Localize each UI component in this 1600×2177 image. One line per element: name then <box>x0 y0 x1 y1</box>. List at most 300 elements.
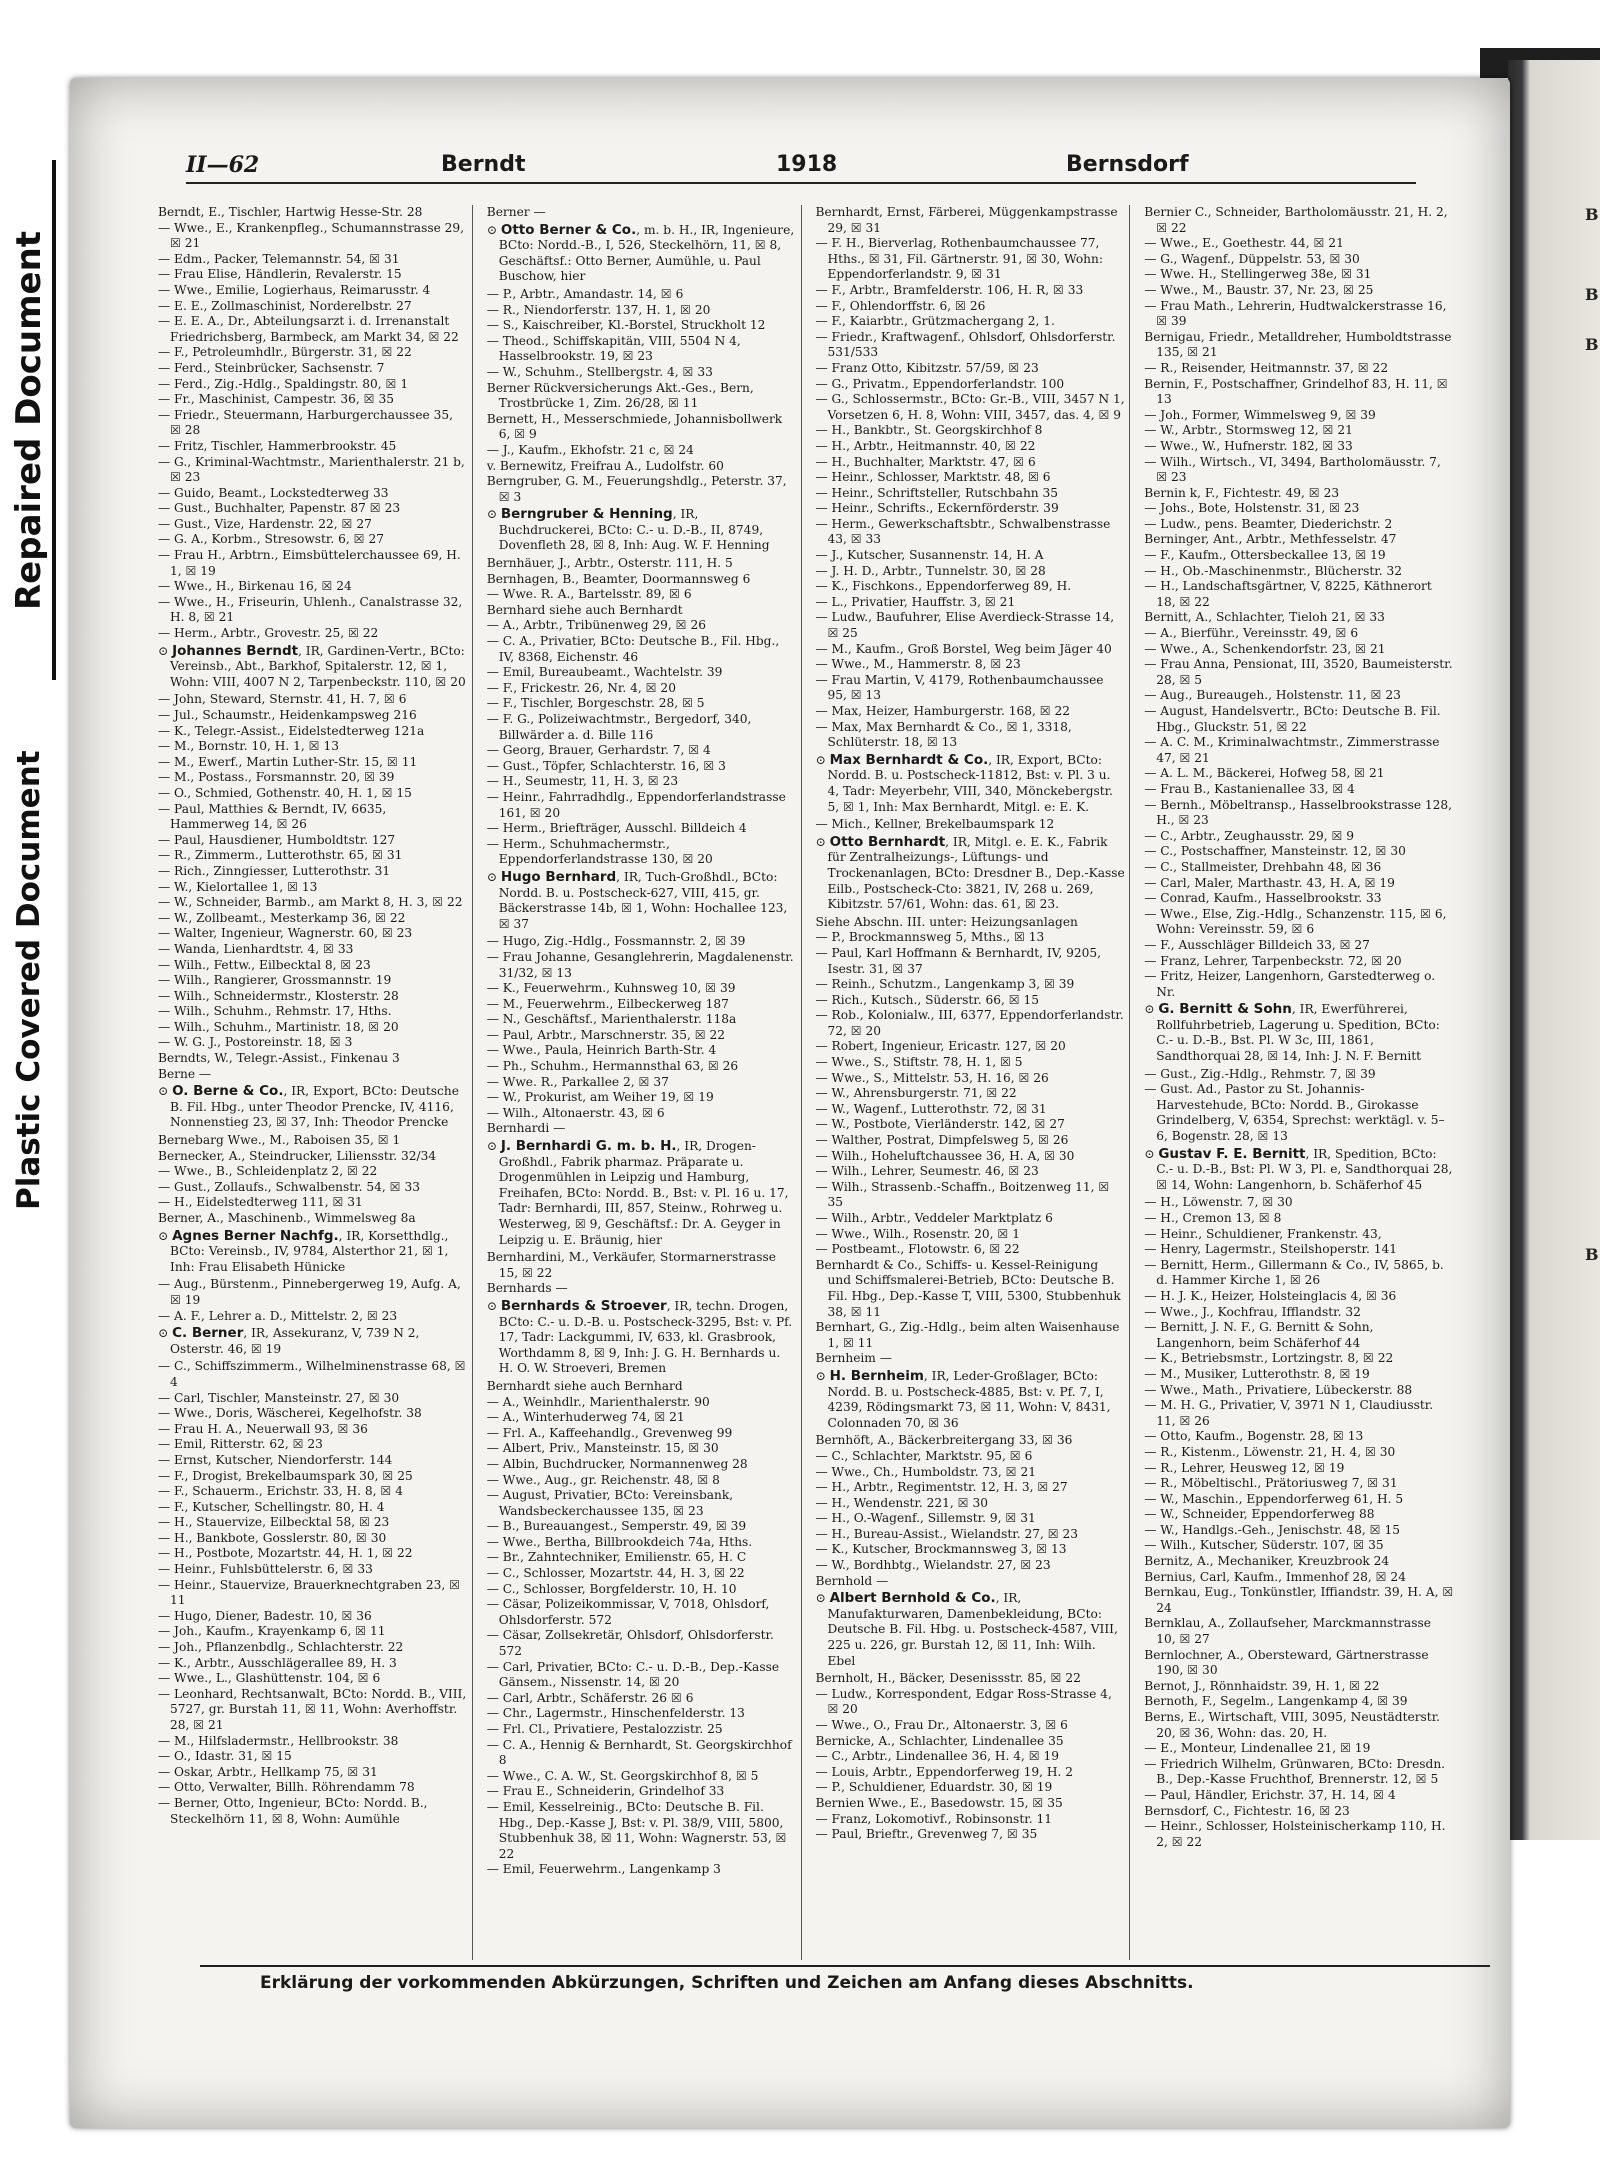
directory-entry: — Frau B., Kastanienallee 33, ☒ 4 <box>1144 781 1355 796</box>
column-4 <box>1144 205 1458 1960</box>
directory-entry: — H., Ob.-Maschinenmstr., Blücherstr. 32 <box>1144 563 1402 578</box>
directory-entry: — Carl, Arbtr., Schäferstr. 26 ☒ 6 <box>486 1690 694 1705</box>
directory-entry: — Wwe., C. A. W., St. Georgskirchhof 8, ☒ 5 <box>486 1768 759 1783</box>
directory-entry: — Rich., Zinngiesser, Lutterothstr. 31 <box>158 863 391 878</box>
directory-entry: — G., Wagenf., Düppelstr. 53, ☒ 30 <box>1144 251 1360 266</box>
directory-entry: ⊙ G. Bernitt & Sohn, IR, Ewerführerei, Rollfuhrbetrieb, Lagerung u. Spedition, BCto: C.- u. D.-B., Bst. Pl. W 3c, III, 1861, Sandthorquai 28, ☒ 14, Inh: J. N. F. Bernitt <box>1144 1001 1440 1064</box>
directory-entry: Bernot, J., Rönnhaidstr. 39, H. 1, ☒ 22 <box>1144 1678 1380 1693</box>
directory-entry: — M., Bornstr. 10, H. 1, ☒ 13 <box>158 739 339 754</box>
directory-entry: — Wilh., Kutscher, Süderstr. 107, ☒ 35 <box>1144 1538 1384 1553</box>
directory-entry: — H., Löwenstr. 7, ☒ 30 <box>1144 1195 1293 1210</box>
directory-entry: Bernholt, H., Bäcker, Desenissstr. 85, ☒ 22 <box>815 1671 1081 1686</box>
directory-entry: — Heinr., Schlosser, Marktstr. 48, ☒ 6 <box>815 470 1051 485</box>
directory-entry: — K., Telegr.-Assist., Eidelstedterweg 121a <box>158 723 425 738</box>
directory-entry: — Ferd., Zig.-Hdlg., Spaldingstr. 80, ☒ 1 <box>158 376 409 391</box>
directory-entry: — R., Zimmerm., Lutterothstr. 65, ☒ 31 <box>158 848 403 863</box>
directory-entry: — F., Frickestr. 26, Nr. 4, ☒ 20 <box>486 680 676 695</box>
directory-entry: — E. E., Zollmaschinist, Norderelbstr. 27 <box>158 298 412 313</box>
directory-entry: ⊙ Agnes Berner Nachfg., IR, Korsetthdlg., BCto: Vereinsb., IV, 9784, Alsterthor 21, ☒ 1, Inh: Frau Elisabeth Hünicke <box>158 1227 449 1274</box>
directory-entry: — C., Schlosser, Mozartstr. 44, H. 3, ☒ 22 <box>486 1566 745 1581</box>
directory-entry: — Paul, Arbtr., Marschnerstr. 35, ☒ 22 <box>486 1027 725 1042</box>
directory-entry: — Mich., Kellner, Brekelbaumspark 12 <box>815 817 1055 832</box>
directory-entry: — Postbeamt., Flotowstr. 6, ☒ 22 <box>815 1242 1020 1257</box>
directory-entry: — H., Bankbote, Gosslerstr. 80, ☒ 30 <box>158 1530 387 1545</box>
directory-entry: Berngruber, G. M., Feuerungshdlg., Peterstr. 37, ☒ 3 <box>486 474 787 504</box>
directory-entry: Bernin k, F., Fichtestr. 49, ☒ 23 <box>1144 485 1340 500</box>
page-number: II—62 <box>186 152 260 178</box>
directory-entry: ⊙ O. Berne & Co., IR, Export, BCto: Deutsche B. Fil. Hbg., unter Theodor Prencke, IV, 4116, Nonnenstieg 23, ☒ 37, Inh: Theodor Prencke <box>158 1083 459 1130</box>
directory-entry: — Fritz, Heizer, Langenhorn, Garstedterweg o. Nr. <box>1144 969 1436 999</box>
directory-entry: Berner Rückversicherungs Akt.-Ges., Bern, Trostbrücke 1, Zim. 26/28, ☒ 11 <box>486 380 754 411</box>
directory-entry: — Heinr., Schriftsteller, Rutschbahn 35 <box>815 485 1059 500</box>
directory-entry: Siehe Abschn. III. unter: Heizungsanlagen <box>815 914 1078 929</box>
directory-entry: — Frl. Cl., Privatiere, Pestalozzistr. 25 <box>486 1722 723 1736</box>
directory-entry: Bernhagen, B., Beamter, Doormannsweg 6 <box>486 571 751 586</box>
directory-entry: — Carl, Maler, Marthastr. 43, H. A, ☒ 19 <box>1144 875 1395 890</box>
directory-entry: — W., Schuhm., Stellbergstr. 4, ☒ 33 <box>486 364 713 379</box>
directory-entry: — Max, Heizer, Hamburgerstr. 168, ☒ 22 <box>815 704 1071 718</box>
directory-entry: — Friedrich Wilhelm, Grünwaren, BCto: Dresdn. B., Dep.-Kasse Fruchthof, Brennerstr. 12, ☒ 5 <box>1144 1756 1446 1787</box>
directory-entry: — W., Handlgs.-Geh., Jenischstr. 48, ☒ 15 <box>1144 1522 1400 1537</box>
directory-entry: — Emil, Ritterstr. 62, ☒ 23 <box>158 1437 323 1452</box>
directory-entry: Berne — <box>158 1066 212 1081</box>
page-header <box>186 152 1416 184</box>
adjacent-page-letter: B <box>1585 335 1599 354</box>
directory-entry: Bernhardini, M., Verkäufer, Stormarnerstrasse 15, ☒ 22 <box>486 1250 776 1280</box>
directory-entry: — Aug., Bürstenm., Pinnebergerweg 19, Aufg. A, ☒ 19 <box>158 1277 461 1307</box>
directory-entry: — Reinh., Schutzm., Langenkamp 3, ☒ 39 <box>815 977 1075 992</box>
directory-entry: — Gust. Ad., Pastor zu St. Johannis-Harvestehude, BCto: Nordd. B., Girokasse Grindelberg, V, 6354, Sprechst: werktägl. v. 5–6, Bogenstr. 28, ☒ 13 <box>1144 1082 1445 1144</box>
directory-entry: — Herm., Schuhmachermstr., Eppendorferlandstrasse 130, ☒ 20 <box>486 836 713 867</box>
directory-entry: — Wilh., Strassenb.-Schaffn., Boitzenweg 11, ☒ 35 <box>815 1179 1110 1210</box>
directory-entry: — H., Wendenstr. 221, ☒ 30 <box>815 1495 988 1510</box>
directory-entry: — Wwe., M., Hammerstr. 8, ☒ 23 <box>815 657 1021 672</box>
directory-entry: — P., Schuldiener, Eduardstr. 30, ☒ 19 <box>815 1780 1053 1795</box>
adjacent-page-letter: B <box>1585 205 1599 224</box>
directory-entry: — Ph., Schuhm., Hermannsthal 63, ☒ 26 <box>486 1059 739 1074</box>
directory-entry: — Gust., Buchhalter, Papenstr. 87 ☒ 23 <box>158 501 401 516</box>
directory-entry: — Franz Otto, Kibitzstr. 57/59, ☒ 23 <box>815 360 1039 375</box>
directory-entry: — Friedr., Kraftwagenf., Ohlsdorf, Ohlsdorferstr. 531/533 <box>815 329 1116 360</box>
directory-entry: — Wwe., Wilh., Rosenstr. 20, ☒ 1 <box>815 1226 1020 1241</box>
directory-entry: Bernhart, G., Zig.-Hdlg., beim alten Waisenhause 1, ☒ 11 <box>815 1320 1120 1350</box>
directory-entry: — Otto, Kaufm., Bogenstr. 28, ☒ 13 <box>1144 1429 1364 1444</box>
directory-entry: — S., Kaischreiber, Kl.-Borstel, Struckholt 12 <box>486 318 766 333</box>
directory-entry: Bernhardt, Ernst, Färberei, Müggenkampstrasse 29, ☒ 31 <box>815 205 1118 235</box>
directory-entry: — J. H. D., Arbtr., Tunnelstr. 30, ☒ 28 <box>815 563 1046 578</box>
directory-entry: Bernebarg Wwe., M., Raboisen 35, ☒ 1 <box>158 1133 401 1148</box>
directory-entry: Bernicke, A., Schlachter, Lindenallee 35 <box>815 1733 1064 1748</box>
directory-entry: — Heinr., Fahrradhdlg., Eppendorferlandstrasse 161, ☒ 20 <box>486 789 786 820</box>
directory-entry: — Joh., Former, Wimmelsweg 9, ☒ 39 <box>1144 407 1376 422</box>
directory-entry: — H., Bureau-Assist., Wielandstr. 27, ☒ 23 <box>815 1526 1079 1541</box>
directory-entry: Bernigau, Friedr., Metalldreher, Humboldtstrasse 135, ☒ 21 <box>1144 329 1452 360</box>
directory-entry: — Br., Zahntechniker, Emilienstr. 65, H. C <box>486 1550 747 1565</box>
directory-entry: — Heinr., Schuldiener, Frankenstr. 43, <box>1144 1226 1382 1241</box>
directory-entry: — J., Kutscher, Susannenstr. 14, H. A <box>815 548 1044 563</box>
directory-entry: — R., Reisender, Heitmannstr. 37, ☒ 22 <box>1144 360 1389 375</box>
directory-entry: Bernhardi — <box>486 1121 566 1136</box>
directory-entry: — Oskar, Arbtr., Hellkamp 75, ☒ 31 <box>158 1764 378 1779</box>
directory-entry: — Frau Martin, V, 4179, Rothenbaumchaussee 95, ☒ 13 <box>815 672 1104 703</box>
directory-entry: — Wilh., Schuhm., Rehmstr. 17, Hths. <box>158 1004 392 1019</box>
directory-entry: — Herm., Arbtr., Grovestr. 25, ☒ 22 <box>158 626 379 641</box>
directory-entry: Berner — <box>486 205 546 219</box>
directory-entry: — Friedr., Steuermann, Harburgerchaussee 35, ☒ 28 <box>158 407 453 438</box>
directory-entry: — Leonhard, Rechtsanwalt, BCto: Nordd. B., VIII, 5727, gr. Burstah 11, ☒ 11, Wohn: Averhoffstr. 28, ☒ 21 <box>158 1686 467 1732</box>
directory-entry: Bernien Wwe., E., Basedowstr. 15, ☒ 35 <box>815 1795 1063 1810</box>
directory-entry: — Frau Elise, Händlerin, Revalerstr. 15 <box>158 267 402 282</box>
directory-entry: — Paul, Matthies & Berndt, IV, 6635, Hammerweg 14, ☒ 26 <box>158 801 387 832</box>
directory-entry: — E., Monteur, Lindenallee 21, ☒ 19 <box>1144 1741 1371 1756</box>
directory-entry: — A., Weinhdlr., Marienthalerstr. 90 <box>486 1394 710 1409</box>
directory-entry: — C., Stallmeister, Drehbahn 48, ☒ 36 <box>1144 859 1382 874</box>
directory-entry: Bernhard siehe auch Bernhardt <box>486 602 683 617</box>
directory-entry: — F., Schauerm., Erichstr. 33, H. 8, ☒ 4 <box>158 1484 403 1499</box>
directory-entry: — W., Postbote, Vierländerstr. 142, ☒ 27 <box>815 1117 1065 1132</box>
directory-entry: — F., Kaufm., Ottersbeckallee 13, ☒ 19 <box>1144 548 1386 563</box>
directory-entry: — Ludw., Baufuhrer, Elise Averdieck-Strasse 14, ☒ 25 <box>815 610 1115 641</box>
directory-entry: — G. A., Korbm., Stresowstr. 6, ☒ 27 <box>158 532 384 547</box>
directory-entry: Bernhold — <box>815 1573 889 1588</box>
directory-entry: Berndt, E., Tischler, Hartwig Hesse-Str. 28 <box>158 205 423 219</box>
directory-entry: — Wanda, Lienhardtstr. 4, ☒ 33 <box>158 941 354 956</box>
directory-entry: — Fr., Maschinist, Campestr. 36, ☒ 35 <box>158 392 394 407</box>
column-1 <box>158 205 473 1960</box>
directory-entry: ⊙ Bernhards & Stroever, IR, techn. Drogen, BCto: C.- u. D.-B. u. Postscheck-3295, Bst: v. Pf. 17, Tadr: Lackgummi, IV, 633, kl. Grasbrook, Worthdamm 8, ☒ 9, Inh: J. G. H. Bernhards u. H. O. W. Stroeveri, Bremen <box>486 1297 793 1376</box>
directory-entry: — C. A., Hennig & Bernhardt, St. Georgskirchhof 8 <box>486 1737 792 1768</box>
directory-entry: — Paul, Karl Hoffmann & Bernhardt, IV, 9205, Isestr. 31, ☒ 37 <box>815 945 1102 976</box>
directory-entry: Bernitz, A., Mechaniker, Kreuzbrook 24 <box>1144 1554 1390 1569</box>
directory-entry: — Wwe., E., Krankenpfleg., Schumannstrasse 29, ☒ 21 <box>158 220 465 251</box>
directory-entry: — Wwe., L., Glashüttenstr. 104, ☒ 6 <box>158 1671 381 1686</box>
directory-entry: — Wwe., Math., Privatiere, Lübeckerstr. 88 <box>1144 1382 1413 1397</box>
directory-entry: — N., Geschäftsf., Marienthalerstr. 118a <box>486 1012 737 1027</box>
directory-entry: — C., Postschaffner, Mansteinstr. 12, ☒ 30 <box>1144 844 1406 859</box>
directory-entry: — W., Zollbeamt., Mesterkamp 36, ☒ 22 <box>158 910 406 925</box>
directory-entry: — Wwe., H., Friseurin, Uhlenh., Canalstrasse 32, H. 8, ☒ 21 <box>158 594 463 625</box>
directory-entry: — M., Feuerwehrm., Eilbeckerweg 187 <box>486 996 729 1011</box>
directory-entry: — Rob., Kolonialw., III, 6377, Eppendorferlandstr. 72, ☒ 20 <box>815 1008 1124 1038</box>
directory-entry: — Wilh., Lehrer, Seumestr. 46, ☒ 23 <box>815 1164 1039 1179</box>
directory-entry: Bernhardt & Co., Schiffs- u. Kessel-Reinigung und Schiffsmalerei-Betrieb, BCto: Deutsche B. Fil. Hbg., Dep.-Kasse T, VIII, 5300, Stubbenhuk 38, ☒ 11 <box>815 1257 1121 1319</box>
directory-entry: — Wwe. R., Parkallee 2, ☒ 37 <box>486 1074 669 1089</box>
directory-entry: — Gust., Zig.-Hdlg., Rehmstr. 7, ☒ 39 <box>1144 1066 1376 1081</box>
directory-entry: — H., Cremon 13, ☒ 8 <box>1144 1211 1282 1225</box>
directory-entry: — C. A., Privatier, BCto: Deutsche B., Fil. Hbg., IV, 8368, Eichenstr. 46 <box>486 634 780 664</box>
directory-entry: — Herm., Gewerkschaftsbtr., Schwalbenstrasse 43, ☒ 33 <box>815 516 1111 547</box>
directory-entry: Bernklau, A., Zollaufseher, Marckmannstrasse 10, ☒ 27 <box>1144 1616 1431 1647</box>
directory-entry: — K., Fischkons., Eppendorferweg 89, H. <box>815 579 1072 594</box>
directory-entry: — A. F., Lehrer a. D., Mittelstr. 2, ☒ 23 <box>158 1308 398 1323</box>
directory-entry: — Carl, Tischler, Mansteinstr. 27, ☒ 30 <box>158 1390 400 1405</box>
directory-entry: ⊙ Berngruber & Henning, IR, Buchdruckerei, BCto: C.- u. D.-B., II, 8749, Dovenfleth 28, ☒ 8, Inh: Aug. W. F. Henning <box>486 506 770 553</box>
directory-entry: — H. J. K., Heizer, Holsteinglacis 4, ☒ 36 <box>1144 1288 1397 1303</box>
directory-entry: — Chr., Lagermstr., Hinschenfelderstr. 13 <box>486 1706 745 1721</box>
directory-entry: — C., Arbtr., Lindenallee 36, H. 4, ☒ 19 <box>815 1749 1060 1764</box>
directory-entry: — Wwe., W., Hufnerstr. 182, ☒ 33 <box>1144 438 1353 453</box>
directory-entry: — Jul., Schaumstr., Heidenkampsweg 216 <box>158 708 417 722</box>
directory-entry: — Rich., Kutsch., Süderstr. 66, ☒ 15 <box>815 992 1040 1007</box>
directory-entry: — Wilh., Schuhm., Martinistr. 18, ☒ 20 <box>158 1019 399 1034</box>
directory-entry: — A., Bierführ., Vereinsstr. 49, ☒ 6 <box>1144 626 1359 641</box>
directory-entry: — Johs., Bote, Holstenstr. 31, ☒ 23 <box>1144 501 1360 516</box>
directory-entry: — H., Arbtr., Regimentstr. 12, H. 3, ☒ 27 <box>815 1480 1068 1495</box>
directory-entry: — Joh., Pflanzenbdlg., Schlachterstr. 22 <box>158 1640 404 1655</box>
directory-entry: — H., Buchhalter, Marktstr. 47, ☒ 6 <box>815 454 1036 469</box>
side-labels <box>0 150 58 1250</box>
directory-entry: — Carl, Privatier, BCto: C.- u. D.-B., Dep.-Kasse Gänsem., Nissenstr. 14, ☒ 20 <box>486 1659 780 1690</box>
directory-entry: — Wwe., Ch., Humboldstr. 73, ☒ 21 <box>815 1464 1036 1479</box>
directory-entry: — Heinr., Stauervize, Brauerknechtgraben 23, ☒ 11 <box>158 1577 461 1608</box>
directory-entry: — Wwe., H., Birkenau 16, ☒ 24 <box>158 579 352 594</box>
directory-entry: — Emil, Feuerwehrm., Langenkamp 3 <box>486 1862 721 1877</box>
directory-entry: — F., Ausschläger Billdeich 33, ☒ 27 <box>1144 937 1370 952</box>
directory-entry: Bernius, Carl, Kaufm., Immenhof 28, ☒ 24 <box>1144 1569 1406 1584</box>
directory-entry: — Aug., Bureaugeh., Holstenstr. 11, ☒ 23 <box>1144 688 1401 703</box>
directory-entry: — Paul, Hausdiener, Humboldtstr. 127 <box>158 832 396 847</box>
directory-entry: — Gust., Vize, Hardenstr. 22, ☒ 27 <box>158 516 372 531</box>
directory-entry: — W. G. J., Postoreinstr. 18, ☒ 3 <box>158 1035 353 1050</box>
directory-entry: Bernhardt siehe auch Bernhard <box>486 1378 683 1393</box>
directory-entry: — Otto, Verwalter, Billh. Röhrendamm 78 <box>158 1780 415 1795</box>
abbreviations-note: Erklärung der vorkommenden Abkürzungen, Schriften und Zeichen am Anfang dieses Abschnitts. <box>200 1965 1490 1993</box>
directory-entry: — W., Schneider, Eppendorferweg 88 <box>1144 1507 1375 1522</box>
directory-entry: — A. L. M., Bäckerei, Hofweg 58, ☒ 21 <box>1144 766 1385 781</box>
directory-entry: — Frau Anna, Pensionat, III, 3520, Baumeisterstr. 28, ☒ 5 <box>1144 657 1453 687</box>
directory-entry: — Wwe., Else, Zig.-Hdlg., Schanzenstr. 115, ☒ 6, Wohn: Vereinsstr. 59, ☒ 6 <box>1144 906 1447 937</box>
directory-entry: Bernkau, Eug., Tonkünstler, Iffiandstr. 39, H. A, ☒ 24 <box>1144 1585 1454 1615</box>
directory-entry: Bernin, F., Postschaffner, Grindelhof 83, H. 11, ☒ 13 <box>1144 376 1448 407</box>
directory-entry: — Georg, Brauer, Gerhardstr. 7, ☒ 4 <box>486 743 711 758</box>
directory-entry: — O., Idastr. 31, ☒ 15 <box>158 1749 292 1764</box>
directory-entry: — F., Drogist, Brekelbaumspark 30, ☒ 25 <box>158 1468 413 1483</box>
directory-entry: — Wwe., S., Mittelstr. 53, H. 16, ☒ 26 <box>815 1070 1049 1085</box>
directory-entry: — Frau H. A., Neuerwall 93, ☒ 36 <box>158 1421 368 1436</box>
directory-entry: — Heinr., Schrifts., Eckernförderstr. 39 <box>815 501 1059 516</box>
directory-entry: — H., O.-Wagenf., Sillemstr. 9, ☒ 31 <box>815 1511 1036 1526</box>
directory-entry: — Wwe. R. A., Bartelsstr. 89, ☒ 6 <box>486 587 692 602</box>
directory-entry: — C., Arbtr., Zeughausstr. 29, ☒ 9 <box>1144 828 1355 843</box>
directory-entry: — M., Ewerf., Martin Luther-Str. 15, ☒ 11 <box>158 754 418 769</box>
directory-entry: — Walter, Ingenieur, Wagnerstr. 60, ☒ 23 <box>158 926 413 941</box>
directory-columns <box>158 205 1458 1960</box>
directory-entry: — Max, Max Bernhardt & Co., ☒ 1, 3318, Schlüterstr. 18, ☒ 13 <box>815 719 1072 750</box>
directory-entry: — K., Kutscher, Brockmannsweg 3, ☒ 13 <box>815 1542 1067 1557</box>
directory-entry: — Emil, Kesselreinig., BCto: Deutsche B. Fil. Hbg., Dep.-Kasse J, Bst: v. Pl. 38/9, VIII, 5800, Stubbenhuk 38, ☒ 11, Wohn: Wagnerstr. 53, ☒ 22 <box>486 1799 787 1861</box>
column-3 <box>816 205 1131 1960</box>
directory-entry: ⊙ J. Bernhardi G. m. b. H., IR, Drogen-Großhdl., Fabrik pharmaz. Präparate u. Drogenmühlen in Leipzig und Hamburg, Freihafen, BCto: Nordd. B., Bst: v. Pl. 16 u. 17, Tadr: Bernhardi, III, 857, Steinw., Rohrweg u. Westerweg, ☒ 9, Geschäftsf.: Dr. A. Geyger in Leipzig u. E. Bräunig, hier <box>486 1138 789 1247</box>
directory-entry: Berns, E., Wirtschaft, VIII, 3095, Neustädterstr. 20, ☒ 36, Wohn: das. 20, H. <box>1144 1710 1441 1740</box>
directory-entry: — P., Arbtr., Amandastr. 14, ☒ 6 <box>486 286 684 301</box>
directory-entry: — K., Betriebsmstr., Lortzingstr. 8, ☒ 22 <box>1144 1351 1394 1366</box>
directory-entry: — Wilh., Arbtr., Veddeler Marktplatz 6 <box>815 1211 1053 1225</box>
directory-entry: — W., Schneider, Barmb., am Markt 8, H. 3, ☒ 22 <box>158 895 463 910</box>
directory-entry: — Wilh., Hoheluftchaussee 36, H. A, ☒ 30 <box>815 1148 1075 1163</box>
directory-entry: — Heinr., Fuhlsbüttelerstr. 6, ☒ 33 <box>158 1562 373 1577</box>
directory-entry: — Wwe., Emilie, Logierhaus, Reimarusstr. 4 <box>158 282 431 297</box>
header-first-name: Berndt <box>441 152 526 177</box>
directory-entry: — H., Arbtr., Heitmannstr. 40, ☒ 22 <box>815 438 1036 453</box>
directory-entry: ⊙ Albert Bernhold & Co., IR, Manufakturwaren, Damenbekleidung, BCto: Deutsche B. Fil. Hbg. u. Postscheck-4587, VIII, 225 u. 226, gr. Burstah 12, ☒ 11, Inh: Wilh. Ebel <box>815 1590 1118 1668</box>
directory-entry: — A., Arbtr., Tribünenweg 29, ☒ 26 <box>486 618 706 633</box>
directory-entry: — H., Eidelstedterweg 111, ☒ 31 <box>158 1195 363 1210</box>
directory-entry: — M., Postass., Forsmannstr. 20, ☒ 39 <box>158 770 395 785</box>
directory-entry: Bernhöft, A., Bäckerbreitergang 33, ☒ 36 <box>815 1433 1073 1448</box>
directory-entry: — Edm., Packer, Telemannstr. 54, ☒ 31 <box>158 251 400 266</box>
directory-entry: — C., Schiffszimmerm., Wilhelminenstrasse 68, ☒ 4 <box>158 1359 466 1389</box>
directory-entry: — Heinr., Schlosser, Holsteinischerkamp 110, H. 2, ☒ 22 <box>1144 1819 1446 1849</box>
directory-entry: — H., Stauervize, Eilbecktal 58, ☒ 23 <box>158 1515 390 1530</box>
directory-entry: Bernier C., Schneider, Bartholomäusstr. 21, H. 2, ☒ 22 <box>1144 205 1448 235</box>
directory-entry: — C., Schlachter, Marktstr. 95, ☒ 6 <box>815 1448 1033 1463</box>
header-last-name: Bernsdorf <box>1066 152 1189 177</box>
directory-entry: ⊙ Johannes Berndt, IR, Gardinen-Vertr., BCto: Vereinsb., Abt., Barkhof, Spitalerstr. 12, ☒ 1, Wohn: VIII, 4007 N 2, Tarpenbeckstr. 110, ☒ 20 <box>158 642 466 689</box>
directory-entry: — Wwe., Paula, Heinrich Barth-Str. 4 <box>486 1043 717 1058</box>
directory-entry: Berner, A., Maschinenb., Wimmelsweg 8a <box>158 1211 416 1225</box>
directory-entry: — W., Prokurist, am Weiher 19, ☒ 19 <box>486 1090 714 1105</box>
directory-entry: — F. G., Polizeiwachtmstr., Bergedorf, 340, Billwärder a. d. Bille 116 <box>486 712 752 742</box>
directory-entry: — G., Kriminal-Wachtmstr., Marienthalerstr. 21 b, ☒ 23 <box>158 454 465 485</box>
directory-entry: — H., Postbote, Mozartstr. 44, H. 1, ☒ 22 <box>158 1546 413 1561</box>
directory-entry: — R., Kistenm., Löwenstr. 21, H. 4, ☒ 30 <box>1144 1444 1396 1459</box>
directory-entry: — F., Kaiarbtr., Grützmachergang 2, 1. <box>815 314 1055 329</box>
directory-entry: — Wwe., O., Frau Dr., Altonaerstr. 3, ☒ 6 <box>815 1718 1068 1732</box>
directory-entry: Bernheim — <box>815 1351 892 1366</box>
directory-entry: Bernoth, F., Segelm., Langenkamp 4, ☒ 39 <box>1144 1694 1408 1709</box>
directory-entry: — E. E. A., Dr., Abteilungsarzt i. d. Irrenanstalt Friedrichsberg, Barmbeck, am Markt 34, ☒ 22 <box>158 314 459 344</box>
repaired-document-label: Repaired Document <box>6 160 56 680</box>
directory-entry: — K., Arbtr., Ausschlägerallee 89, H. 3 <box>158 1655 397 1670</box>
directory-entry: — Frau Johanne, Gesanglehrerin, Magdalenenstr. 31/32, ☒ 13 <box>486 949 794 980</box>
directory-entry: ⊙ Otto Bernhardt, IR, Mitgl. e. E. K., Fabrik für Zentralheizungs-, Lüftungs- und Trockenanlagen, BCto: Dresdner B., Dep.-Kasse Eilb., Postscheck-Cto: 3821, IV, 268 u. 269, Kibitzstr. 57/61, Wohn: das. 61, ☒ 23. <box>815 833 1125 912</box>
directory-entry: — Gust., Zollaufs., Schwalbenstr. 54, ☒ 33 <box>158 1179 420 1194</box>
directory-entry: — Bernh., Möbeltransp., Hasselbrookstrasse 128, H., ☒ 23 <box>1144 797 1453 828</box>
directory-entry: — C., Schlosser, Borgfelderstr. 10, H. 10 <box>486 1581 737 1596</box>
directory-entry: — H., Landschaftsgärtner, V, 8225, Käthnerort 18, ☒ 22 <box>1144 579 1432 609</box>
directory-entry: — Joh., Kaufm., Krayenkamp 6, ☒ 11 <box>158 1624 386 1639</box>
directory-entry: Bernsdorf, C., Fichtestr. 16, ☒ 23 <box>1144 1803 1350 1818</box>
directory-entry: — Hugo, Diener, Badestr. 10, ☒ 36 <box>158 1608 372 1623</box>
directory-entry: Berndts, W., Telegr.-Assist., Finkenau 3 <box>158 1051 400 1066</box>
adjacent-page-letter: B <box>1585 285 1599 304</box>
directory-entry: — Robert, Ingenieur, Ericastr. 127, ☒ 20 <box>815 1039 1066 1054</box>
directory-entry: — F., Kutscher, Schellingstr. 80, H. 4 <box>158 1499 385 1514</box>
directory-entry: — Walther, Postrat, Dimpfelsweg 5, ☒ 26 <box>815 1133 1069 1148</box>
directory-entry: — Wilh., Fettw., Eilbecktal 8, ☒ 23 <box>158 957 371 972</box>
directory-entry: — K., Feuerwehrm., Kuhnsweg 10, ☒ 39 <box>486 981 736 996</box>
directory-entry: — F., Petroleumhdlr., Bürgerstr. 31, ☒ 22 <box>158 345 412 360</box>
directory-entry: — Bernitt, J. N. F., G. Bernitt & Sohn, Langenhorn, beim Schäferhof 44 <box>1144 1320 1374 1350</box>
directory-entry: — F. H., Bierverlag, Rothenbaumchaussee 77, Hths., ☒ 31, Fil. Gärtnerstr. 91, ☒ 30, Wohn: Eppendorferlandstr. 9, ☒ 31 <box>815 236 1103 282</box>
directory-entry: ⊙ C. Berner, IR, Assekuranz, V, 739 N 2, Osterstr. 46, ☒ 19 <box>158 1325 420 1356</box>
directory-entry: — Franz, Lehrer, Tarpenbeckstr. 72, ☒ 20 <box>1144 953 1402 968</box>
directory-entry: — August, Privatier, BCto: Vereinsbank, Wandsbeckerchaussee 135, ☒ 23 <box>486 1488 734 1518</box>
directory-entry: — Emil, Bureaubeamt., Wachtelstr. 39 <box>486 665 723 680</box>
directory-entry: — Wilh., Schneidermstr., Klosterstr. 28 <box>158 988 399 1003</box>
directory-entry: ⊙ H. Bernheim, IR, Leder-Großlager, BCto: Nordd. B. u. Postscheck-4885, Bst: v. Pf. 7, I, 4239, Rödingsmarkt 73, ☒ 11, Wohn: V, 8431, Colonnaden 70, ☒ 36 <box>815 1367 1111 1430</box>
directory-entry: — Frl. A., Kaffeehandlg., Grevenweg 99 <box>486 1425 733 1440</box>
directory-entry: — Wwe., J., Kochfrau, Ifflandstr. 32 <box>1144 1304 1361 1319</box>
directory-entry: — A., Winterhuderweg 74, ☒ 21 <box>486 1410 685 1425</box>
directory-entry: ⊙ Otto Berner & Co., m. b. H., IR, Ingenieure, BCto: Nordd.-B., I, 526, Steckelhörn, 11, ☒ 8, Geschäftsf.: Otto Berner, Aumühle, u. Paul Buschow, hier <box>486 221 795 284</box>
directory-entry: — W., Ahrensburgerstr. 71, ☒ 22 <box>815 1086 1017 1101</box>
directory-entry: — Wwe., Doris, Wäscherei, Kegelhofstr. 38 <box>158 1406 422 1421</box>
directory-entry: — Cäsar, Polizeikommissar, V, 7018, Ohlsdorf, Ohlsdorferstr. 572 <box>486 1597 770 1627</box>
directory-entry: Bernecker, A., Steindrucker, Liliensstr. 32/34 <box>158 1148 437 1163</box>
directory-entry: — P., Brockmannsweg 5, Mths., ☒ 13 <box>815 930 1045 945</box>
directory-entry: — Wwe., B., Schleidenplatz 2, ☒ 22 <box>158 1164 378 1179</box>
directory-entry: — Wwe., Bertha, Billbrookdeich 74a, Hths. <box>486 1534 753 1549</box>
directory-entry: — W., Wagenf., Lutterothstr. 72, ☒ 31 <box>815 1101 1047 1116</box>
directory-entry: — Wwe., Aug., gr. Reichenstr. 48, ☒ 8 <box>486 1472 720 1487</box>
directory-entry: — F., Tischler, Borgeschstr. 28, ☒ 5 <box>486 696 705 711</box>
directory-entry: — M., Kaufm., Groß Borstel, Weg beim Jäger 40 <box>815 641 1112 656</box>
directory-entry: — Conrad, Kaufm., Hasselbrookstr. 33 <box>1144 891 1382 906</box>
directory-entry: — Frau E., Schneiderin, Grindelhof 33 <box>486 1784 725 1799</box>
directory-entry: Bernett, H., Messerschmiede, Johannisbollwerk 6, ☒ 9 <box>486 411 783 442</box>
directory-entry: Bernitt, A., Schlachter, Tieloh 21, ☒ 33 <box>1144 610 1385 625</box>
directory-entry: — R., Niendorferstr. 137, H. 1, ☒ 20 <box>486 302 711 317</box>
directory-entry: Bernlochner, A., Obersteward, Gärtnerstrasse 190, ☒ 30 <box>1144 1647 1429 1678</box>
adjacent-page-edge <box>1508 60 1600 1840</box>
directory-entry: v. Bernewitz, Freifrau A., Ludolfstr. 60 <box>486 458 724 473</box>
directory-entry: — M. H. G., Privatier, V, 3971 N 1, Claudiusstr. 11, ☒ 26 <box>1144 1398 1434 1428</box>
directory-entry: ⊙ Gustav F. E. Bernitt, IR, Spedition, BCto: C.- u. D.-B., Bst: Pl. W 3, Pl. e, Sandthorquai 28, ☒ 14, Wohn: Langenhorn, b. Schäferhof 45 <box>1144 1145 1453 1192</box>
directory-entry: — Gust., Töpfer, Schlachterstr. 16, ☒ 3 <box>486 758 726 773</box>
directory-entry: — A. C. M., Kriminalwachtmstr., Zimmerstrasse 47, ☒ 21 <box>1144 735 1440 765</box>
directory-entry: — Ernst, Kutscher, Niendorferstr. 144 <box>158 1452 393 1467</box>
column-2 <box>487 205 802 1960</box>
directory-entry: — O., Schmied, Gothenstr. 40, H. 1, ☒ 15 <box>158 785 412 800</box>
directory-entry: — L., Privatier, Hauffstr. 3, ☒ 21 <box>815 594 1016 609</box>
adjacent-page-letter: B <box>1585 1245 1599 1264</box>
directory-entry: — Paul, Brieftr., Grevenweg 7, ☒ 35 <box>815 1827 1038 1842</box>
directory-entry: — Cäsar, Zollsekretär, Ohlsdorf, Ohlsdorferstr. 572 <box>486 1628 774 1659</box>
directory-entry: — Wwe., S., Stiftstr. 78, H. 1, ☒ 5 <box>815 1055 1023 1070</box>
directory-entry: — Paul, Händler, Erichstr. 37, H. 14, ☒ 4 <box>1144 1787 1396 1802</box>
directory-entry: — August, Handelsvertr., BCto: Deutsche B. Fil. Hbg., Gluckstr. 51, ☒ 22 <box>1144 704 1441 734</box>
directory-entry: — Wwe., M., Baustr. 37, Nr. 23, ☒ 25 <box>1144 282 1374 297</box>
directory-entry: — Frau Math., Lehrerin, Hudtwalckerstrasse 16, ☒ 39 <box>1144 298 1447 329</box>
directory-entry: — Fritz, Tischler, Hammerbrookstr. 45 <box>158 438 397 453</box>
directory-entry: — Franz, Lokomotivf., Robinsonstr. 11 <box>815 1811 1052 1826</box>
directory-entry: Bernhards — <box>486 1281 568 1296</box>
directory-entry: Berninger, Ant., Arbtr., Methfesselstr. 47 <box>1144 532 1397 547</box>
directory-entry: — Albert, Priv., Mansteinstr. 15, ☒ 30 <box>486 1441 719 1456</box>
directory-entry: — W., Arbtr., Stormsweg 12, ☒ 21 <box>1144 423 1353 438</box>
directory-entry: — M., Musiker, Lutterothstr. 8, ☒ 19 <box>1144 1366 1370 1381</box>
directory-entry: — Ludw., Korrespondent, Edgar Ross-Strasse 4, ☒ 20 <box>815 1686 1112 1717</box>
directory-entry: — R., Möbeltischl., Prätoriusweg 7, ☒ 31 <box>1144 1476 1398 1491</box>
header-year: 1918 <box>776 152 838 177</box>
directory-entry: — Wilh., Wirtsch., VI, 3494, Bartholomäusstr. 7, ☒ 23 <box>1144 454 1441 485</box>
directory-entry: — W., Bordhbtg., Wielandstr. 27, ☒ 23 <box>815 1558 1051 1573</box>
directory-entry: — Wilh., Rangierer, Grossmannstr. 19 <box>158 973 392 988</box>
directory-entry: — Ludw., pens. Beamter, Diederichstr. 2 <box>1144 516 1393 531</box>
directory-entry: — Ferd., Steinbrücker, Sachsenstr. 7 <box>158 360 385 375</box>
directory-entry: — John, Steward, Sternstr. 41, H. 7, ☒ 6 <box>158 692 407 707</box>
directory-entry: Bernhäuer, J., Arbtr., Osterstr. 111, H. 5 <box>486 556 733 571</box>
directory-entry: — Louis, Arbtr., Eppendorferweg 19, H. 2 <box>815 1764 1073 1779</box>
directory-entry: — B., Bureauangest., Semperstr. 49, ☒ 39 <box>486 1519 747 1534</box>
directory-entry: — H., Seumestr, 11, H. 3, ☒ 23 <box>486 774 679 789</box>
directory-entry: — R., Lehrer, Heusweg 12, ☒ 19 <box>1144 1460 1345 1475</box>
plastic-covered-document-label: Plastic Covered Document <box>11 750 47 1210</box>
directory-entry: — Wwe., A., Schenkendorfstr. 23, ☒ 21 <box>1144 641 1386 656</box>
directory-entry: — J., Kaufm., Ekhofstr. 21 c, ☒ 24 <box>486 442 694 457</box>
directory-entry: — Guido, Beamt., Lockstedterweg 33 <box>158 485 389 500</box>
